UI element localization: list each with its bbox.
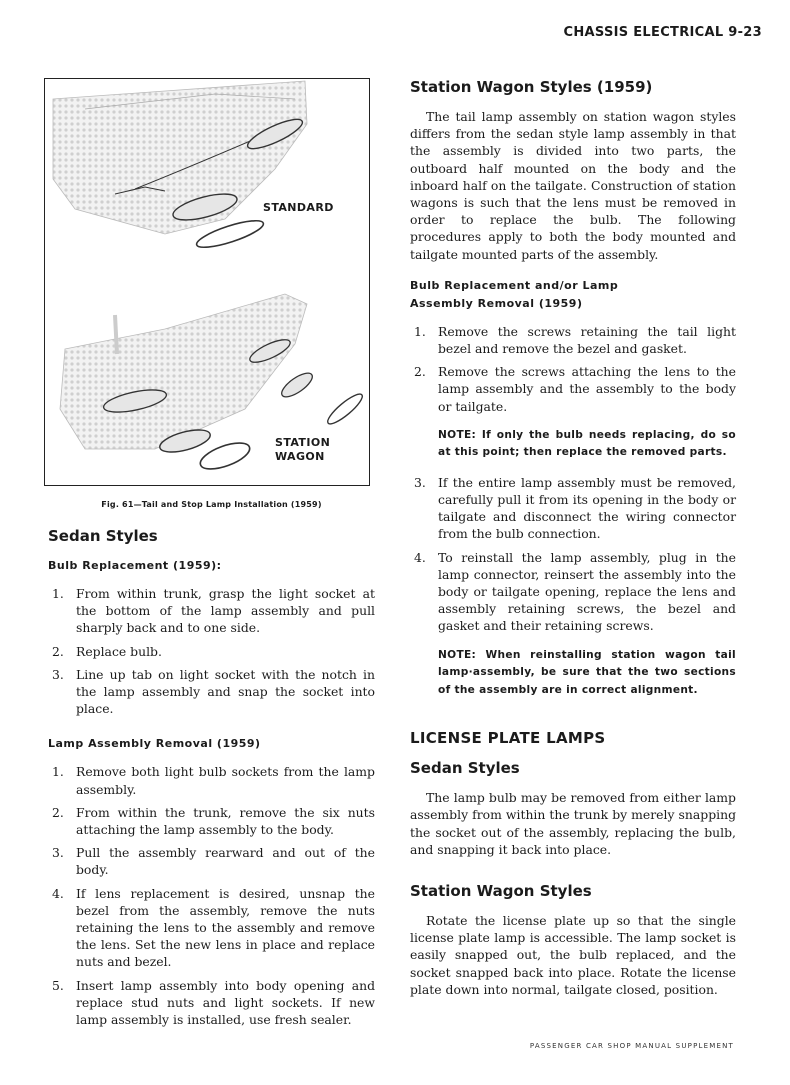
page-footer: PASSENGER CAR SHOP MANUAL SUPPLEMENT [529, 1042, 734, 1050]
label-station: STATION [275, 436, 331, 449]
license-plate-lamps-heading: LICENSE PLATE LAMPS [410, 729, 606, 748]
license-sedan-text: The lamp bulb may be removed from either lamp assembly from within the trunk by merely snapping the socket out of the assembly, replacing the bulb, and snapping it back into place. [410, 790, 736, 857]
lamp-removal-steps [48, 763, 375, 1028]
step-item: 1. Remove both light bulb sockets from the lamp assembly. [52, 764, 375, 797]
figure-tail-lamp-installation [44, 78, 370, 486]
heading-line-1: Bulb Replacement and/or Lamp [410, 278, 619, 292]
label-standard: STANDARD [263, 201, 334, 214]
bulb-replacement-heading: Bulb Replacement (1959): [48, 559, 222, 572]
wagon-steps-a [410, 323, 736, 415]
step-item: 3. If the entire lamp assembly must be removed, carefully pull it from its opening in the body or tailgate and disconnect the wiring connector from the bulb connection. [414, 474, 736, 542]
license-wagon-styles-heading: Station Wagon Styles [410, 881, 592, 900]
station-wagon-intro: The tail lamp assembly on station wagon styles differs from the sedan style lamp assembly in that the assembly is divided into two parts, the outboard half mounted on the body and the inboard half on the tailgate. Construction of station wagons is such that the lens must be removed in order to replace the bulb. The following procedures apply to both the body mounted and tailgate mounted parts of the assembly. [410, 109, 736, 262]
step-item: 4. If lens replacement is desired, unsnap the bezel from the assembly, remove the nuts retaining the lens to the assembly and remove the lens. Set the new lens in place and replace nuts and bezel. [52, 885, 375, 970]
step-item: 2. Replace bulb. [52, 643, 162, 659]
step-item: 3. Line up tab on light socket with the notch in the lamp assembly and snap the socket into place. [52, 666, 375, 717]
license-sedan-styles-heading: Sedan Styles [410, 759, 520, 778]
bulb-replacement-steps [48, 585, 375, 717]
heading-line-2: Assembly Removal (1959) [410, 296, 583, 310]
step-item: 1. Remove the screws retaining the tail light bezel and remove the bezel and gasket. [414, 323, 736, 357]
note-alignment: NOTE: When reinstalling station wagon tail lamp·assembly, be sure that the two sections of the assembly are in correct alignment. [438, 648, 736, 696]
step-item: 5. Insert lamp assembly into body opening and replace stud nuts and light sockets. If new lamp assembly is installed, use fresh sealer. [52, 977, 375, 1028]
label-station-wagon [275, 436, 330, 464]
bulb-lamp-removal-heading [410, 277, 736, 313]
step-item: 2. From within the trunk, remove the six nuts attaching the lamp assembly to the body. [52, 804, 375, 838]
right-column [410, 78, 736, 1012]
license-wagon-text: Rotate the license plate up so that the single license plate lamp is accessible. The lamp socket is easily snapped out, the bulb replaced, and the socket snapped back into place. Rotate the license plate down into normal, tailgate closed, position. [410, 912, 736, 997]
step-item: 3. Pull the assembly rearward and out of the body. [52, 845, 375, 878]
step-item: 2. Remove the screws attaching the lens to the lamp assembly and the assembly to the body or tailgate. [414, 364, 736, 414]
sedan-styles-heading: Sedan Styles [48, 527, 158, 545]
step-item: 1. From within trunk, grasp the light socket at the bottom of the lamp assembly and pull sharply back and to one side. [52, 586, 375, 636]
figure-caption: Fig. 61—Tail and Stop Lamp Installation (1959) [101, 500, 322, 509]
left-column [48, 78, 375, 1040]
step-item: 4. To reinstall the lamp assembly, plug in the lamp connector, reinsert the assembly into the body or tailgate opening, replace the lens and assembly retaining screws, the bezel and gasket and their retaining screws. [414, 549, 736, 634]
station-wagon-styles-heading: Station Wagon Styles (1959) [410, 78, 653, 96]
wagon-steps-b [410, 474, 736, 635]
lamp-removal-heading: Lamp Assembly Removal (1959) [48, 737, 261, 751]
running-header: CHASSIS ELECTRICAL 9-23 [563, 25, 762, 40]
tail-lamp-illustration [45, 79, 369, 485]
note-bulb-only: NOTE: If only the bulb needs replacing, do so at this point; then replace the removed parts. [438, 428, 736, 459]
label-wagon: WAGON [275, 450, 325, 463]
